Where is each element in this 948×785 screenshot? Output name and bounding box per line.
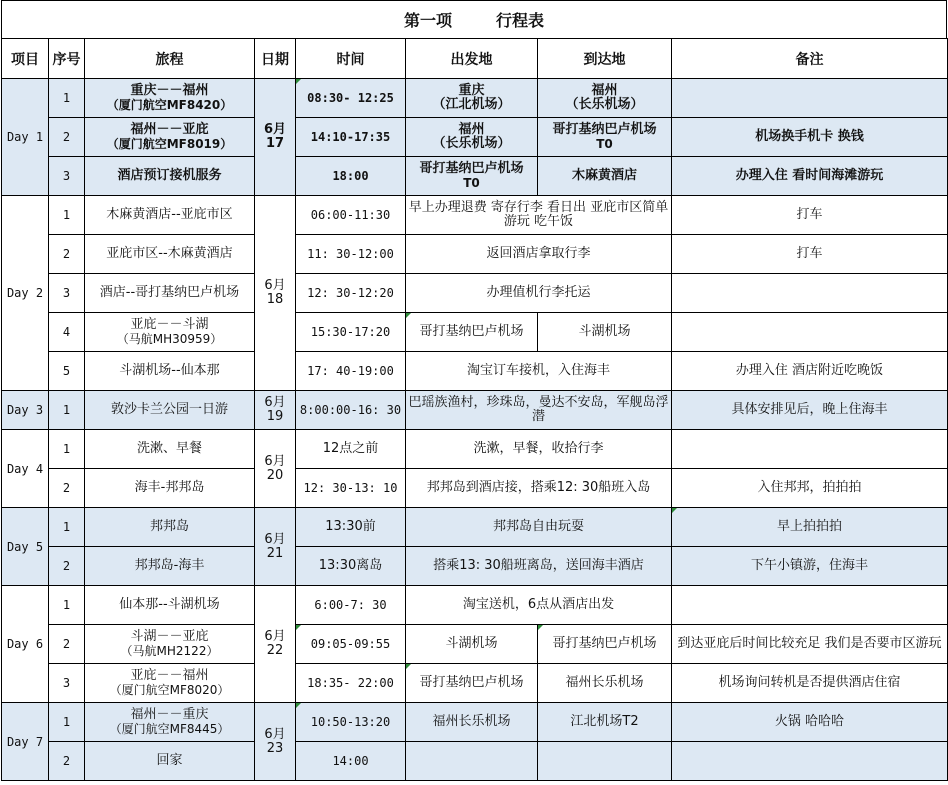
from-cell xyxy=(406,118,538,157)
from-to-cell: 邦邦岛到酒店接，搭乘12: 30船班入岛 xyxy=(406,469,672,508)
note-cell xyxy=(672,586,948,625)
to-cell xyxy=(538,118,672,157)
note-cell xyxy=(672,742,948,781)
note-cell: 打车 xyxy=(672,235,948,274)
table-row xyxy=(2,586,948,625)
from-to-cell: 巴瑶族渔村，珍珠岛，曼达不安岛，军舰岛浮潜 xyxy=(406,391,672,430)
from-to-cell: 办理值机行李托运 xyxy=(406,274,672,313)
route-cell xyxy=(85,313,255,352)
seq-cell: 2 xyxy=(49,469,85,508)
time-cell: 13:30前 xyxy=(296,508,406,547)
note-cell: 办理入住 酒店附近吃晚饭 xyxy=(672,352,948,391)
note-cell: 具体安排见后，晚上住海丰 xyxy=(672,391,948,430)
route-sub: （厦门航空MF8020） xyxy=(109,683,230,697)
from-to-cell: 淘宝送机，6点从酒店出发 xyxy=(406,586,672,625)
time-cell: 18:00 xyxy=(296,157,406,196)
route-cell xyxy=(85,79,255,118)
time-cell: 14:10-17:35 xyxy=(296,118,406,157)
time-cell: 08:30- 12:25 xyxy=(296,79,406,118)
route-cell: 敦沙卡兰公园一日游 xyxy=(85,391,255,430)
table-row xyxy=(2,430,948,469)
time-cell: 09:05-09:55 xyxy=(296,625,406,664)
note-cell: 机场询问转机是否提供酒店住宿 xyxy=(672,664,948,703)
itinerary-table xyxy=(1,38,948,781)
route-cell: 邦邦岛 xyxy=(85,508,255,547)
route-text: 亚庇－－斗湖 xyxy=(130,317,209,332)
seq-cell: 1 xyxy=(49,196,85,235)
date-cell: 6月19 xyxy=(255,391,296,430)
header-date: 日期 xyxy=(255,39,296,79)
route-cell: 邦邦岛-海丰 xyxy=(85,547,255,586)
note-cell xyxy=(672,313,948,352)
table-row xyxy=(2,703,948,742)
route-sub: （马航MH30959） xyxy=(116,332,223,346)
route-cell: 洗漱、早餐 xyxy=(85,430,255,469)
route-text: 亚庇－－福州 xyxy=(130,668,209,683)
seq-cell: 1 xyxy=(49,79,85,118)
header-row xyxy=(2,39,948,79)
from-cell: 哥打基纳巴卢机场 xyxy=(406,664,538,703)
day-cell: Day 6 xyxy=(2,586,49,703)
date-cell: 6月20 xyxy=(255,430,296,508)
route-text: 斗湖－－亚庇 xyxy=(130,629,209,644)
from-sub: （江北机场） xyxy=(432,97,511,112)
table-row xyxy=(2,157,948,196)
from-cell: 哥打基纳巴卢机场 xyxy=(406,313,538,352)
note-cell xyxy=(672,430,948,469)
time-cell: 15:30-17:20 xyxy=(296,313,406,352)
route-sub: （厦门航空MF8019） xyxy=(106,137,233,151)
seq-cell: 1 xyxy=(49,430,85,469)
route-cell: 海丰-邦邦岛 xyxy=(85,469,255,508)
from-cell: 斗湖机场 xyxy=(406,625,538,664)
route-cell: 斗湖机场--仙本那 xyxy=(85,352,255,391)
time-cell: 11: 30-12:00 xyxy=(296,235,406,274)
date-cell: 6月18 xyxy=(255,196,296,391)
title-part-1: 第一项 xyxy=(403,11,452,30)
seq-cell: 2 xyxy=(49,118,85,157)
seq-cell: 1 xyxy=(49,586,85,625)
route-cell xyxy=(85,664,255,703)
seq-cell: 3 xyxy=(49,157,85,196)
seq-cell: 5 xyxy=(49,352,85,391)
to-cell: 哥打基纳巴卢机场 xyxy=(538,625,672,664)
route-cell: 酒店--哥打基纳巴卢机场 xyxy=(85,274,255,313)
table-row xyxy=(2,313,948,352)
note-cell: 早上拍拍拍 xyxy=(672,508,948,547)
note-cell: 打车 xyxy=(672,196,948,235)
header-note: 备注 xyxy=(672,39,948,79)
day-cell: Day 2 xyxy=(2,196,49,391)
date-cell: 6月22 xyxy=(255,586,296,703)
route-sub: （马航MH2122） xyxy=(120,644,219,658)
route-cell: 亚庇市区--木麻黄酒店 xyxy=(85,235,255,274)
from-text: 重庆 xyxy=(458,83,485,98)
header-seq: 序号 xyxy=(49,39,85,79)
header-item: 项目 xyxy=(2,39,49,79)
route-cell: 回家 xyxy=(85,742,255,781)
from-to-cell: 搭乘13: 30船班离岛，送回海丰酒店 xyxy=(406,547,672,586)
table-row xyxy=(2,664,948,703)
time-cell: 12: 30-13: 10 xyxy=(296,469,406,508)
route-cell xyxy=(85,625,255,664)
table-row xyxy=(2,469,948,508)
from-cell xyxy=(406,79,538,118)
note-cell: 火锅 哈哈哈 xyxy=(672,703,948,742)
date-cell: 6月17 xyxy=(255,79,296,196)
time-cell: 14:00 xyxy=(296,742,406,781)
from-to-cell: 返回酒店拿取行李 xyxy=(406,235,672,274)
seq-cell: 1 xyxy=(49,391,85,430)
table-row xyxy=(2,391,948,430)
route-cell: 酒店预订接机服务 xyxy=(85,157,255,196)
from-cell: 福州长乐机场 xyxy=(406,703,538,742)
route-text: 重庆－－福州 xyxy=(130,83,209,98)
time-cell: 17: 40-19:00 xyxy=(296,352,406,391)
from-text: 哥打基纳巴卢机场 xyxy=(419,161,524,176)
date-cell: 6月23 xyxy=(255,703,296,781)
from-sub: （长乐机场） xyxy=(432,136,511,151)
route-sub: （厦门航空MF8445） xyxy=(109,722,230,736)
table-row xyxy=(2,742,948,781)
to-sub: （长乐机场） xyxy=(565,97,644,112)
seq-cell: 2 xyxy=(49,742,85,781)
table-row xyxy=(2,196,948,235)
to-text: 福州 xyxy=(591,83,618,98)
table-row xyxy=(2,274,948,313)
table-row xyxy=(2,118,948,157)
day-cell: Day 5 xyxy=(2,508,49,586)
seq-cell: 2 xyxy=(49,235,85,274)
from-to-cell: 洗漱，早餐，收拾行李 xyxy=(406,430,672,469)
route-cell: 仙本那--斗湖机场 xyxy=(85,586,255,625)
note-cell: 下午小镇游，住海丰 xyxy=(672,547,948,586)
day-cell: Day 4 xyxy=(2,430,49,508)
to-cell: 木麻黄酒店 xyxy=(538,157,672,196)
route-cell: 木麻黄酒店--亚庇市区 xyxy=(85,196,255,235)
day-cell: Day 3 xyxy=(2,391,49,430)
to-cell xyxy=(538,742,672,781)
time-cell: 12: 30-12:20 xyxy=(296,274,406,313)
page-title xyxy=(1,0,947,38)
from-to-cell: 早上办理退费 寄存行李 看日出 亚庇市区简单游玩 吃午饭 xyxy=(406,196,672,235)
date-cell: 6月21 xyxy=(255,508,296,586)
from-text: 福州 xyxy=(458,122,485,137)
to-text: 哥打基纳巴卢机场 xyxy=(552,122,657,137)
header-to: 到达地 xyxy=(538,39,672,79)
header-from: 出发地 xyxy=(406,39,538,79)
seq-cell: 4 xyxy=(49,313,85,352)
table-row xyxy=(2,79,948,118)
to-sub: T0 xyxy=(596,137,613,151)
table-row xyxy=(2,352,948,391)
time-cell: 12点之前 xyxy=(296,430,406,469)
header-time: 时间 xyxy=(296,39,406,79)
from-cell xyxy=(406,157,538,196)
seq-cell: 3 xyxy=(49,274,85,313)
route-cell xyxy=(85,118,255,157)
route-text: 福州－－亚庇 xyxy=(130,122,209,137)
time-cell: 6:00-7: 30 xyxy=(296,586,406,625)
route-sub: （厦门航空MF8420） xyxy=(106,98,233,112)
note-cell: 机场换手机卡 换钱 xyxy=(672,118,948,157)
note-cell: 入住邦邦，拍拍拍 xyxy=(672,469,948,508)
time-cell: 10:50-13:20 xyxy=(296,703,406,742)
from-to-cell: 淘宝订车接机，入住海丰 xyxy=(406,352,672,391)
time-cell: 13:30离岛 xyxy=(296,547,406,586)
from-cell xyxy=(406,742,538,781)
table-row xyxy=(2,235,948,274)
title-part-2: 行程表 xyxy=(496,11,545,30)
table-row xyxy=(2,547,948,586)
route-text: 福州－－重庆 xyxy=(130,707,209,722)
route-cell xyxy=(85,703,255,742)
from-sub: T0 xyxy=(463,176,480,190)
day-cell: Day 1 xyxy=(2,79,49,196)
from-to-cell: 邦邦岛自由玩耍 xyxy=(406,508,672,547)
note-cell xyxy=(672,79,948,118)
seq-cell: 3 xyxy=(49,664,85,703)
to-cell xyxy=(538,79,672,118)
note-cell xyxy=(672,274,948,313)
table-row xyxy=(2,625,948,664)
header-route: 旅程 xyxy=(85,39,255,79)
seq-cell: 2 xyxy=(49,547,85,586)
to-cell: 江北机场T2 xyxy=(538,703,672,742)
table-row xyxy=(2,508,948,547)
to-cell: 斗湖机场 xyxy=(538,313,672,352)
time-cell: 18:35- 22:00 xyxy=(296,664,406,703)
time-cell: 06:00-11:30 xyxy=(296,196,406,235)
time-cell: 8:00:00-16: 30 xyxy=(296,391,406,430)
note-cell: 到达亚庇后时间比较充足 我们是否要市区游玩 xyxy=(672,625,948,664)
day-cell: Day 7 xyxy=(2,703,49,781)
to-cell: 福州长乐机场 xyxy=(538,664,672,703)
seq-cell: 1 xyxy=(49,703,85,742)
seq-cell: 1 xyxy=(49,508,85,547)
note-cell: 办理入住 看时间海滩游玩 xyxy=(672,157,948,196)
seq-cell: 2 xyxy=(49,625,85,664)
